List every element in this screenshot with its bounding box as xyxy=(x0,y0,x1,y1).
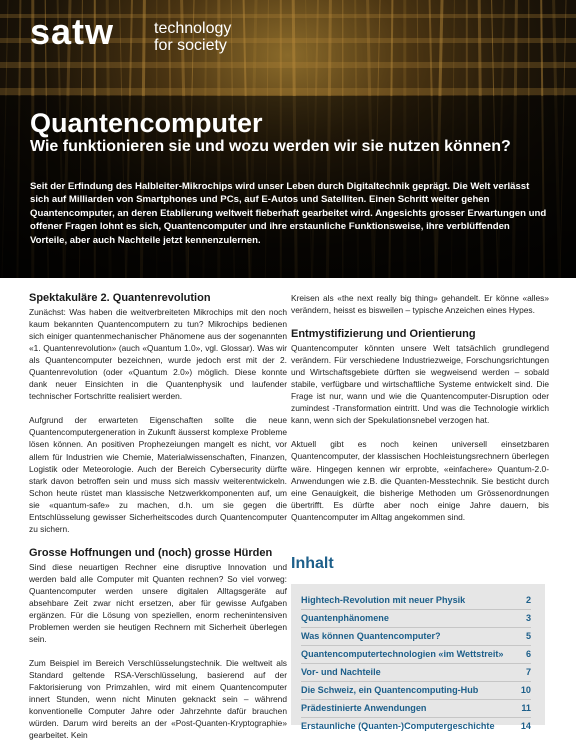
toc-item-label: Hightech-Revolution mit neuer Physik xyxy=(301,595,466,605)
body-paragraph: Sind diese neuartigen Rechner eine disruptive Innovation und werden bald alle Computer mit Quanten rechnen? So viel vorweg: Quantencomputer werden unsere digitalen Alltagsgeräte auf absehbare Zeit zwar nicht ersetzen, aber für gewisse Aufgaben ergänzen. Für die Lösung von speziellen, enorm rechenintensiven Problemen werden sie heutigen Rechnern mit Sicherheit überlegen sein. xyxy=(29,561,287,645)
body-paragraph: Aufgrund der erwarteten Eigenschaften sollte die neue Quantencomputergeneration in Zukunft äusserst komplexe Probleme lösen können. An positiven Prophezeiungen mangelt es nicht, vor allem für Industrien wie Chemie, Materialwissenschaften, Finanzen, Logistik oder Meteorologie. Auch der Bereich Cybersecurity dürfte stark davon betroffen sein und muss sich massiv weiterentwickeln. Schon heute rüstet man klassische Netzwerkkomponenten auf, um sie «quantum-safe» zu machen, d.h. um sie gegen die Entschlüsselung gewisser Sicherheitscodes durch Quantencomputer zu sichern. xyxy=(29,415,287,534)
page-subtitle: Wie funktionieren sie und wozu werden wir sie nutzen können? xyxy=(30,138,511,155)
toc-item-page: 3 xyxy=(525,613,531,623)
body-paragraph: Zum Beispiel im Bereich Verschlüsselungstechnik. Die weltweit als Standard geltende RSA-Verschlüsselung, basierend auf der Faktorisierung von Primzahlen, wird mit einem Quantencomputer innert Stunden, wenn nicht Minuten geknackt sein – während konventionelle Computer Jahre oder Jahrzehnte dafür brauchen würden. Darum wird bereits an der «Post-Quanten-Kryptographie» gearbeitet. Kein xyxy=(29,658,287,741)
toc-item-label: Vor- und Nachteile xyxy=(301,667,381,677)
intro-paragraph: Seit der Erfindung des Halbleiter-Mikrochips wird unser Leben durch Digitaltechnik geprägt. Die Welt verlässt sich auf Milliarden von Smartphones und PCs, auf E-Autos und Satelliten. Einen Schritt weiter gehen Quantencomputer, an deren Etablierung weltweit fieberhaft gearbeitet wird. Angesichts grosser Erwartungen und offener Fragen lohnt es sich, Quantencomputer und ihre erstaunliche Funktionsweise, ihre verblüffenden Vorteile, aber auch Nachteile jetzt kennenzulernen. xyxy=(30,181,547,246)
toc-item-label: Erstaunliche (Quanten-)Computergeschichte xyxy=(301,721,495,731)
body-paragraph: Aktuell gibt es noch keinen universell einsetzbaren Quantencomputer, der klassischen Hochleistungsrechnern überlegen wäre. Hingegen kennen wir erprobte, «einfachere» Quantum-2.0-Anwendungen wie z.B. die Quanten-Messtechnik. Sie besticht durch eine Genauigkeit, die bisherige Methoden um Grössenordnungen übertrifft. Es dürfte aber noch einige Jahre dauern, bis Quantencomputer im Alltag angekommen sind. xyxy=(291,439,549,522)
section-heading: Grosse Hoffnungen und (noch) grosse Hürden xyxy=(29,546,273,559)
toc-item-page: 14 xyxy=(520,721,531,731)
toc-item[interactable] xyxy=(301,718,531,735)
toc-item[interactable] xyxy=(301,592,531,610)
toc-heading: Inhalt xyxy=(291,555,334,572)
toc-item-label: Quantencomputertechnologien «im Wettstreit» xyxy=(301,649,504,659)
toc-item[interactable] xyxy=(301,664,531,682)
logo-tagline xyxy=(154,20,274,54)
toc-item-page: 10 xyxy=(520,685,531,695)
section-heading: Entmystifizierung und Orientierung xyxy=(291,328,476,341)
toc-item-label: Was können Quantencomputer? xyxy=(301,631,441,641)
right-column xyxy=(291,292,549,535)
logo-tagline-line1: technology xyxy=(154,20,232,37)
plate-ring xyxy=(0,88,576,95)
toc-item-page: 7 xyxy=(525,667,531,677)
page-title: Quantencomputer xyxy=(30,108,263,138)
plate-ring xyxy=(0,62,576,68)
table-of-contents xyxy=(291,584,545,731)
section-heading: Spektakuläre 2. Quantenrevolution xyxy=(29,292,211,304)
toc-item[interactable] xyxy=(301,646,531,664)
toc-item-page: 2 xyxy=(525,595,531,605)
hero-banner xyxy=(0,0,576,278)
toc-item-page: 6 xyxy=(525,649,531,659)
toc-item-label: Quantenphänomene xyxy=(301,613,389,623)
toc-item[interactable] xyxy=(301,682,531,700)
toc-item-label: Die Schweiz, ein Quantencomputing-Hub xyxy=(301,685,479,695)
toc-item-page: 5 xyxy=(525,631,531,641)
toc-item[interactable] xyxy=(301,700,531,718)
toc-item[interactable] xyxy=(301,610,531,628)
toc-item[interactable] xyxy=(301,628,531,646)
logo-tagline-line2: for society xyxy=(154,37,227,54)
body-paragraph: Quantencomputer könnten unsere Welt tatsächlich grundlegend verändern. Für verschiedene Industriezweige, Forschungsrichtungen und Wirtschaftsgebiete dürften sie wegweisend werden – sobald stabile, verfügbare und wirtschaftliche Systeme entwickelt sind. Die Frage ist nur, wann und wie die Quantencomputer-Disruption oder zumindest -Transformation eintritt. Und was die Technologie wirklich kann, wenn sich der Spekulationsnebel verzogen hat. xyxy=(291,343,549,426)
body-paragraph: Zunächst: Was haben die weitverbreiteten Mikrochips mit den noch kaum bekannten Quantencomputern zu tun? Mikrochips bedienen sich einiger quantenmechanischer Phänomene aus der sogenannten «1. Quantenrevolution» (auch «Quantum 1.0», vgl. Glossar). Was wir als Quantencomputer bezeichnen, wurde jedoch erst mit der 2. Quantenrevolution (oder «Quantum 2.0») möglich. Diese konnte dank neuer Einsichten in die Quantenphysik und laufender technischer Fortschritte realisiert werden. xyxy=(29,307,287,402)
body-paragraph: Kreisen als «the next really big thing» gehandelt. Er könne «alles» verändern, heisst es bisweilen – typische Anzeichen eines Hypes. xyxy=(291,293,549,316)
left-column xyxy=(29,292,287,754)
toc-item-label: Prädestinierte Anwendungen xyxy=(301,703,427,713)
toc-item-page: 11 xyxy=(521,703,531,713)
logo-wordmark: satw xyxy=(30,11,115,52)
